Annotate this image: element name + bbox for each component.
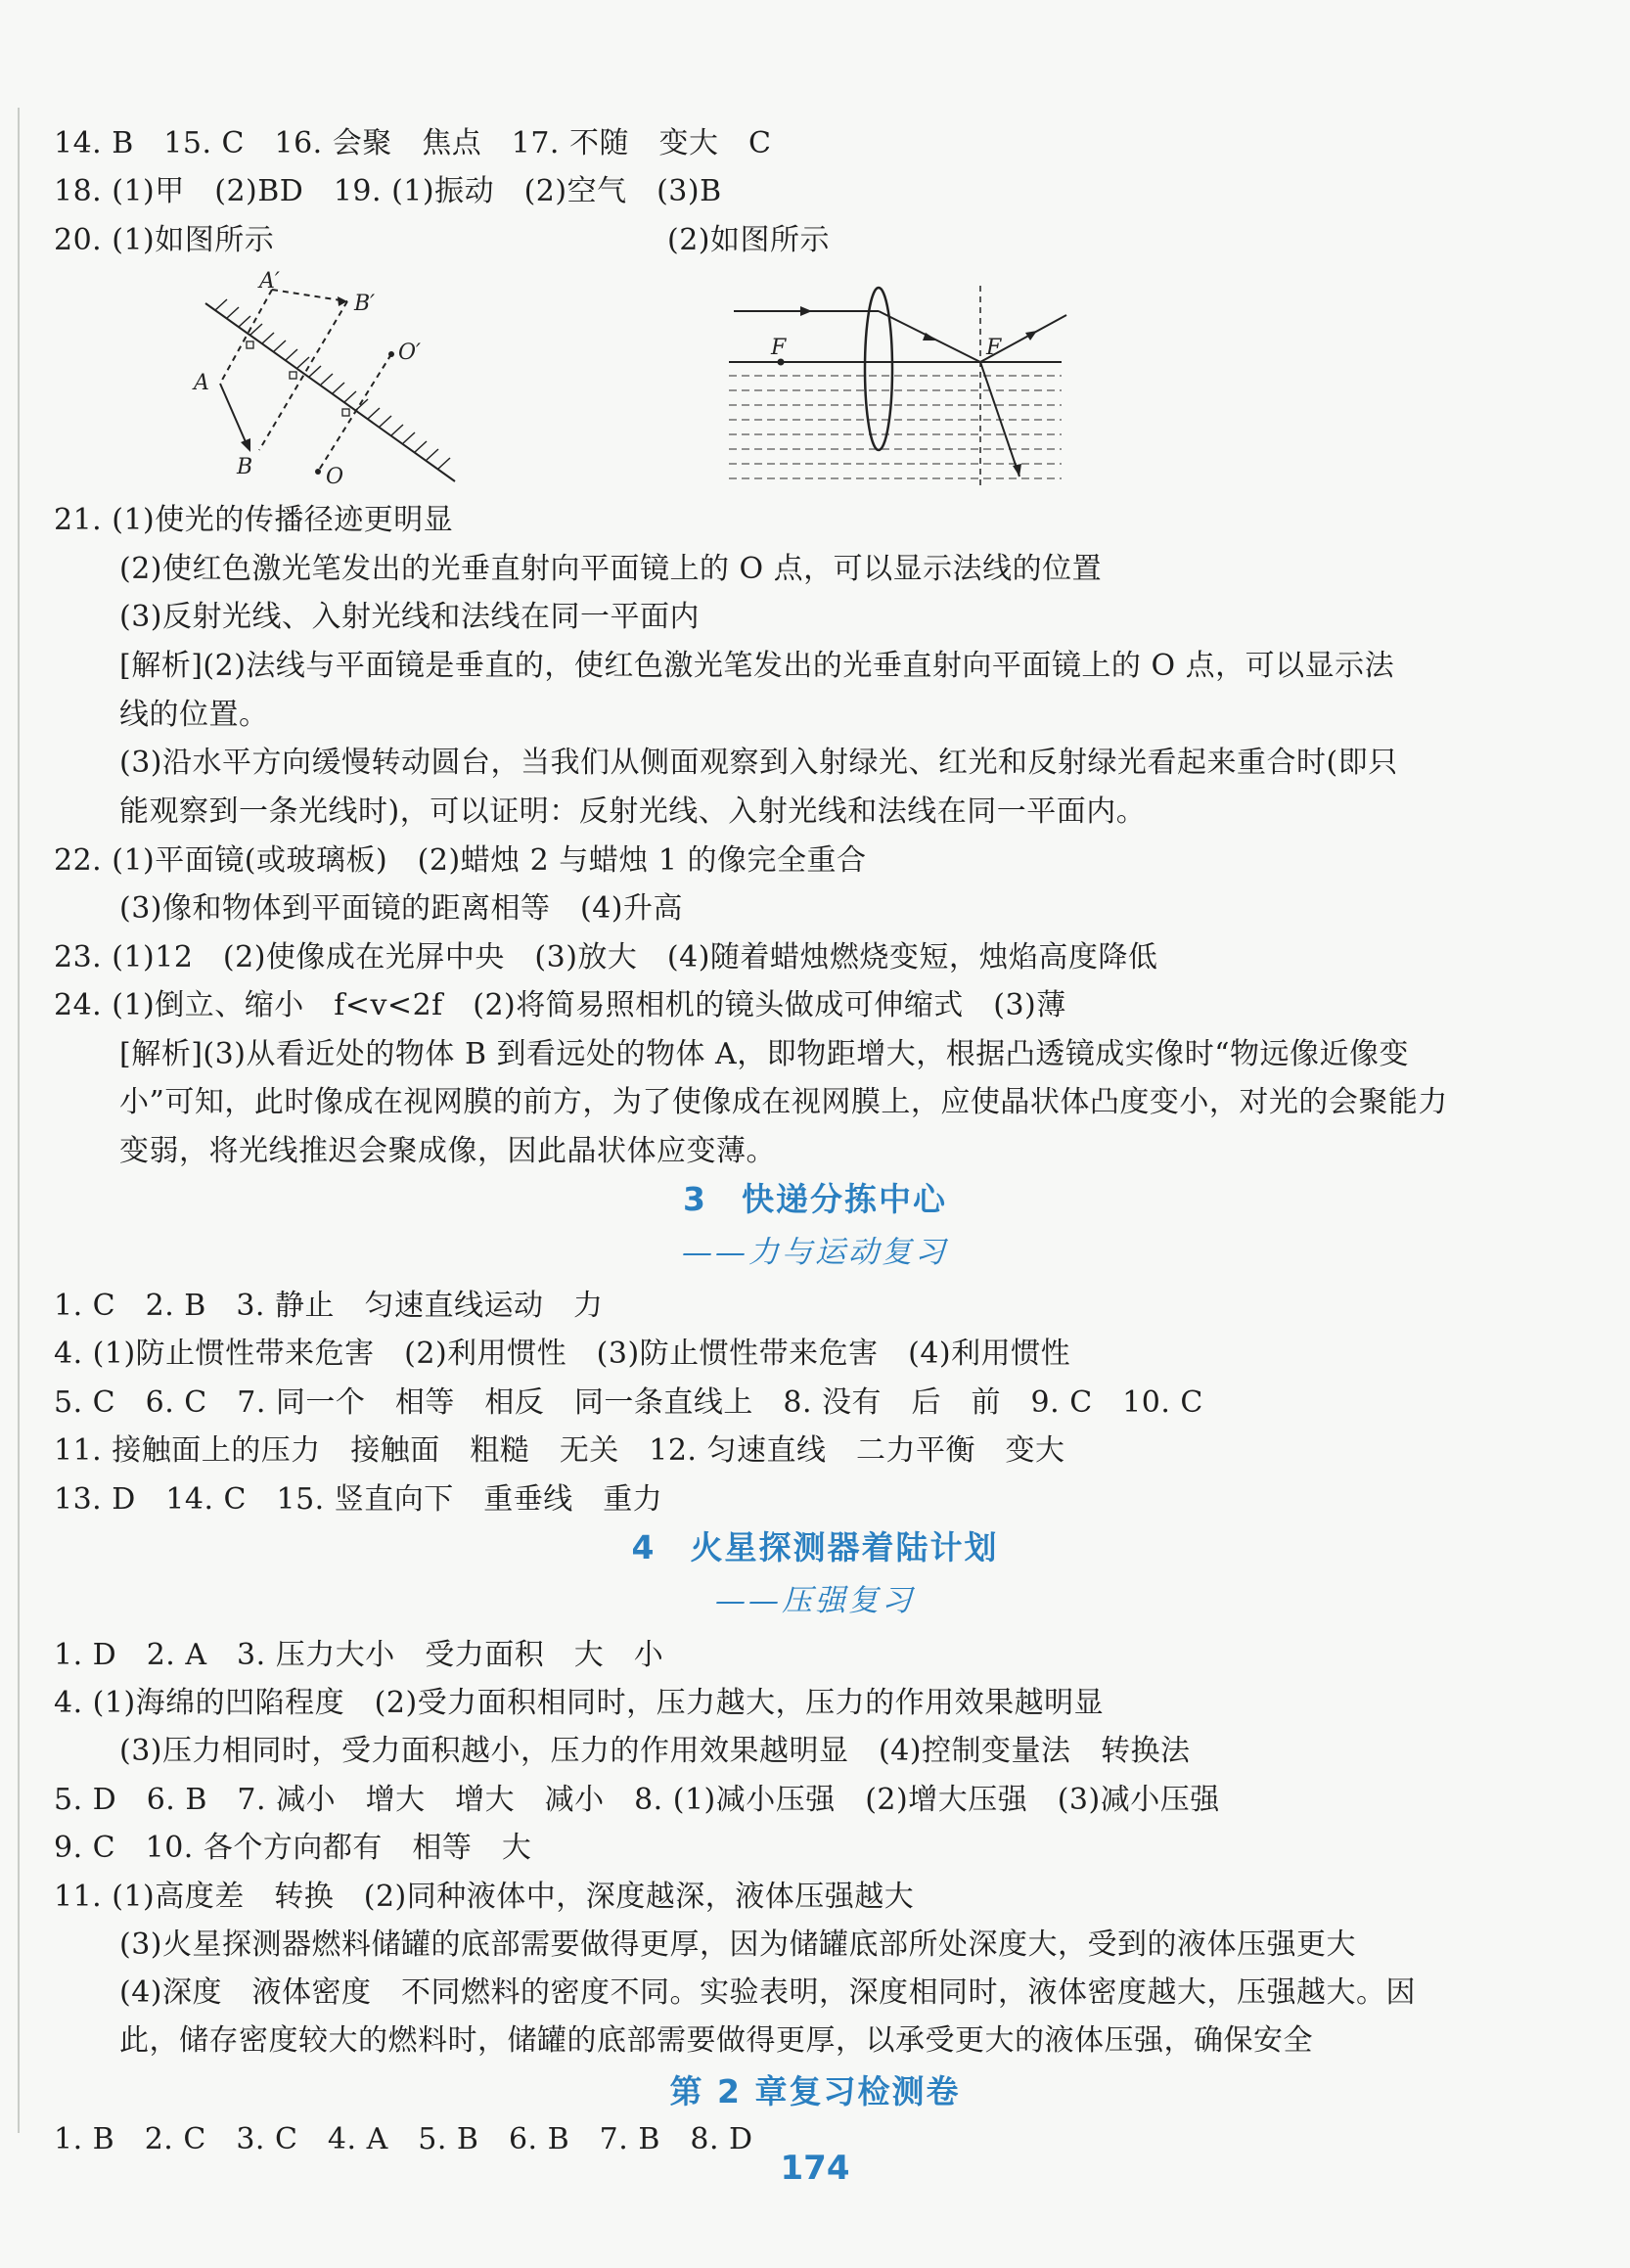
analysis-21-line2: 线的位置。 [119,698,269,732]
chapter-2-title: 第 2 章复习检测卷 [669,2072,961,2110]
label-b-prime: B′ [354,292,376,316]
analysis-21-line4: 能观察到一条光线时)，可以证明：反射光线、入射光线和法线在同一平面内。 [119,794,1147,829]
analysis-24-line2: 小”可知，此时像成在视网膜的前方，为了使像成在视网膜上，应使晶状体凸度变小，对光的会聚能力 [119,1085,1448,1119]
section-4-line1: 1. D 2. A 3. 压力大小 受力面积 大 小 [54,1638,664,1672]
section-4-line8: (4)深度 液体密度 不同燃料的密度不同。实验表明，深度相同时，液体密度越大，压强越大。因 [119,1975,1416,2010]
section-4-subtitle: ——压强复习 [715,1583,915,1618]
section-4-line2: 4. (1)海绵的凹陷程度 (2)受力面积相同时，压力越大，压力的作用效果越明显 [54,1686,1105,1720]
section-4-line3: (3)压力相同时，受力面积越小，压力的作用效果越明显 (4)控制变量法 转换法 [119,1734,1191,1768]
section-4-line4: 5. D 6. B 7. 减小 增大 增大 减小 8. (1)减小压强 (2)增大压强 (3)减小压强 [54,1783,1220,1817]
label-o-prime: O′ [398,340,422,365]
left-margin-rule [18,108,20,2133]
analysis-24-line3: 变弱，将光线推迟会聚成像，因此晶状体应变薄。 [119,1134,776,1168]
label-focus-right: F [986,336,1002,360]
lens-refraction-diagram [714,276,1076,491]
answer-line-20-part2: (2)如图所示 [667,223,830,257]
section-4-line9: 此，储存密度较大的燃料时，储罐的底部需要做得更厚，以承受更大的液体压强，确保安全 [119,2023,1313,2058]
label-b: B [237,455,253,479]
answer-line-22-2: (3)像和物体到平面镜的距离相等 (4)升高 [119,891,683,926]
analysis-21-line1: [解析](2)法线与平面镜是垂直的，使红色激光笔发出的光垂直射向平面镜上的 O 点，可以显示法 [119,649,1395,683]
plane-mirror-diagram [186,266,479,501]
answer-line-22: 22. (1)平面镜(或玻璃板) (2)蜡烛 2 与蜡烛 1 的像完全重合 [54,843,867,878]
label-focus-left: F [771,336,787,360]
analysis-21-line3: (3)沿水平方向缓慢转动圆台，当我们从侧面观察到入射绿光、红光和反射绿光看起来重合时(即只 [119,746,1398,780]
section-3-title: 3 快递分拣中心 [683,1180,947,1218]
section-4-title: 4 火星探测器着陆计划 [631,1528,999,1566]
label-a-prime: A′ [259,269,280,294]
chapter-2-line1: 1. B 2. C 3. C 4. A 5. B 6. B 7. B 8. D [54,2122,753,2156]
answer-line-24: 24. (1)倒立、缩小 f<v<2f (2)将简易照相机的镜头做成可伸缩式 (3)薄 [54,988,1066,1022]
analysis-24-line1: [解析](3)从看近处的物体 B 到看远处的物体 A，即物距增大，根据凸透镜成实像时“物远像近像变 [119,1037,1410,1071]
section-4-line5: 9. C 10. 各个方向都有 相等 大 [54,1831,532,1865]
section-4-line6: 11. (1)高度差 转换 (2)同种液体中，深度越深，液体压强越大 [54,1880,915,1914]
section-4-line7: (3)火星探测器燃料储罐的底部需要做得更厚，因为储罐底部所处深度大，受到的液体压强更大 [119,1928,1356,1962]
section-3-line4: 11. 接触面上的压力 接触面 粗糙 无关 12. 匀速直线 二力平衡 变大 [54,1433,1065,1468]
answer-line-20-part1: 20. (1)如图所示 [54,223,275,257]
label-o: O [326,465,344,489]
answer-line-23: 23. (1)12 (2)使像成在光屏中央 (3)放大 (4)随着蜡烛燃烧变短，烛焰高度降低 [54,940,1158,975]
page-number: 174 [780,2149,850,2188]
section-3-line2: 4. (1)防止惯性带来危害 (2)利用惯性 (3)防止惯性带来危害 (4)利用惯性 [54,1337,1071,1371]
answer-line-14-17: 14. B 15. C 16. 会聚 焦点 17. 不随 变大 C [54,126,772,160]
label-a: A [194,371,209,395]
section-3-line3: 5. C 6. C 7. 同一个 相等 相反 同一条直线上 8. 没有 后 前 9. C 10. C [54,1385,1203,1420]
answer-line-21-2: (2)使红色激光笔发出的光垂直射向平面镜上的 O 点，可以显示法线的位置 [119,552,1103,586]
section-3-line1: 1. C 2. B 3. 静止 匀速直线运动 力 [54,1289,604,1323]
section-3-subtitle: ——力与运动复习 [682,1235,948,1270]
answer-line-18-19: 18. (1)甲 (2)BD 19. (1)振动 (2)空气 (3)B [54,174,722,208]
section-3-line5: 13. D 14. C 15. 竖直向下 重垂线 重力 [54,1482,663,1517]
answer-line-21-3: (3)反射光线、入射光线和法线在同一平面内 [119,600,700,634]
answer-line-21: 21. (1)使光的传播径迹更明显 [54,503,454,537]
